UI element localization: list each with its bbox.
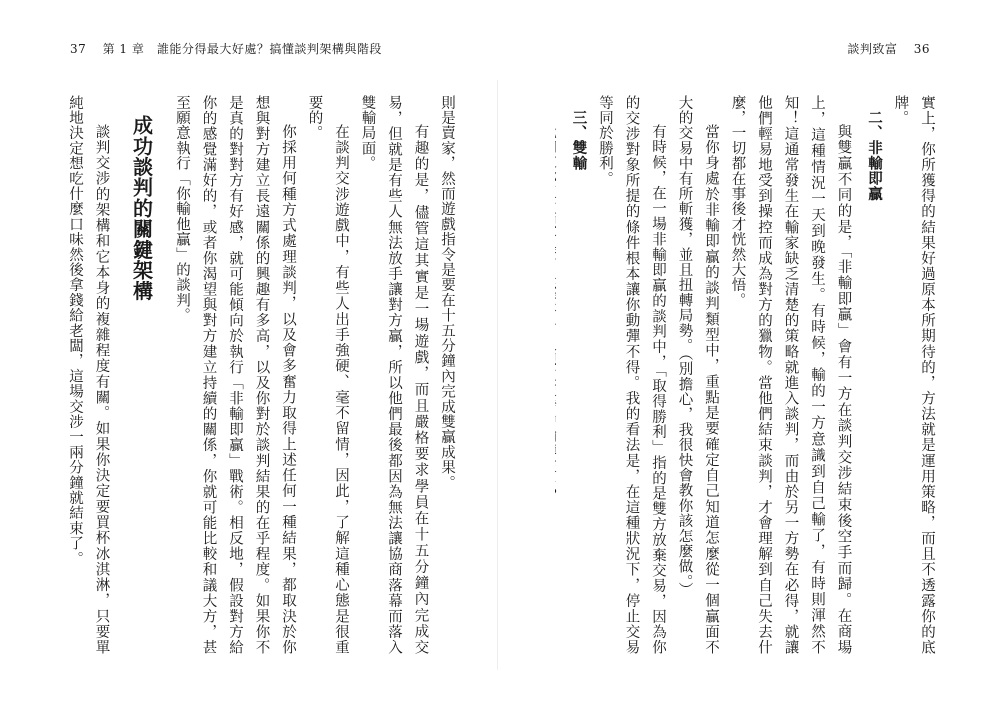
- paragraph: 當你身處於非輸即贏的談判類型中，重點是要確定自己知道怎麼從一個贏面不大的交易中有所斬獲，並且扭轉局勢。（別擔心，我很快會教你該怎麼做。）: [676, 95, 719, 655]
- paragraph: 實上，你所獲得的結果好過原本所期待的，方法就是運用策略，而且不透露你的底牌。: [892, 95, 935, 655]
- subheading-both-lose: 三、雙輸: [570, 109, 587, 171]
- section-title: 成功談判的關鍵架構: [129, 115, 154, 302]
- left-page-number: 37: [70, 42, 87, 56]
- book-title: 談判致富: [847, 42, 898, 56]
- paragraph: 在談判交涉遊戲中，有些人出手強硬、毫不留情，因此，了解這種心態是很重要的。: [306, 95, 349, 655]
- left-running-head: [70, 40, 382, 57]
- chapter-title: 第 1 章 誰能分得最大好處？搞懂談判架構與階段: [102, 42, 382, 56]
- left-page-text: [60, 95, 460, 655]
- paragraph: 談判交涉的架構和它本身的複雜程度有關。如果你決定要買杯冰淇淋，只要單純地決定想吃什麼口味然後拿錢給老闆，這場交涉一兩分鐘就結束了。: [67, 95, 110, 655]
- right-running-head: [847, 40, 930, 57]
- book-gutter: [497, 80, 498, 670]
- paragraph: [60, 95, 62, 655]
- paragraph: 有趣的是，儘管這其實是一場遊戲，而且嚴格要求學員在十五分鐘內完成交易，但就是有些人無法放手讓對方贏，所以他們最後都因為無法讓協商落幕而落入雙輸局面。: [359, 95, 429, 655]
- paragraph: [555, 95, 561, 655]
- paragraph: 有時候，在一場非輸即贏的談判中，「取得勝利」指的是雙方放棄交易，因為你的交涉對象所提的條件根本讓你動彈不得。我的看法是，在這種狀況下，停止交易等同於勝利。: [597, 95, 666, 655]
- left-page: [60, 95, 460, 655]
- right-page-text: [555, 95, 940, 655]
- right-page: [555, 95, 940, 655]
- paragraph: 你採用何種方式處理談判，以及會多奮力取得上述任何一種結果，都取決於你想與對方建立長遠關係的興趣有多高，以及你對於談判結果的在乎程度。如果你不是真的對對方有好感，就可能傾向於執行「非輸即贏」戰術。相反地，假設對方給你的感覺滿好的，或者你渴望與對方建立持續的關係，你就可能比較和議大方，甚至願意執行「你輸他贏」的談判。: [174, 95, 296, 655]
- right-page-number: 36: [913, 42, 930, 56]
- paragraph: 則是賣家，然而遊戲指令是要在十五分鐘內完成雙贏成果。: [439, 95, 455, 491]
- paragraph: 與雙贏不同的是，「非輸即贏」會有一方在談判交涉結束後空手而歸。在商場上，這種情況一天到晚發生。有時候，輸的一方意識到自己輸了，有時則渾然不知！這通常發生在輸家缺乏清楚的策略就進入談判，而由於另一方勢在必得，就讓他們輕易地受到操控而成為對方的獵物。當他們結束談判，才會理解到自己失去什麼，一切都在事後才恍然大悟。: [729, 95, 852, 655]
- subheading-lose-lose: 二、非輸即贏: [866, 109, 882, 201]
